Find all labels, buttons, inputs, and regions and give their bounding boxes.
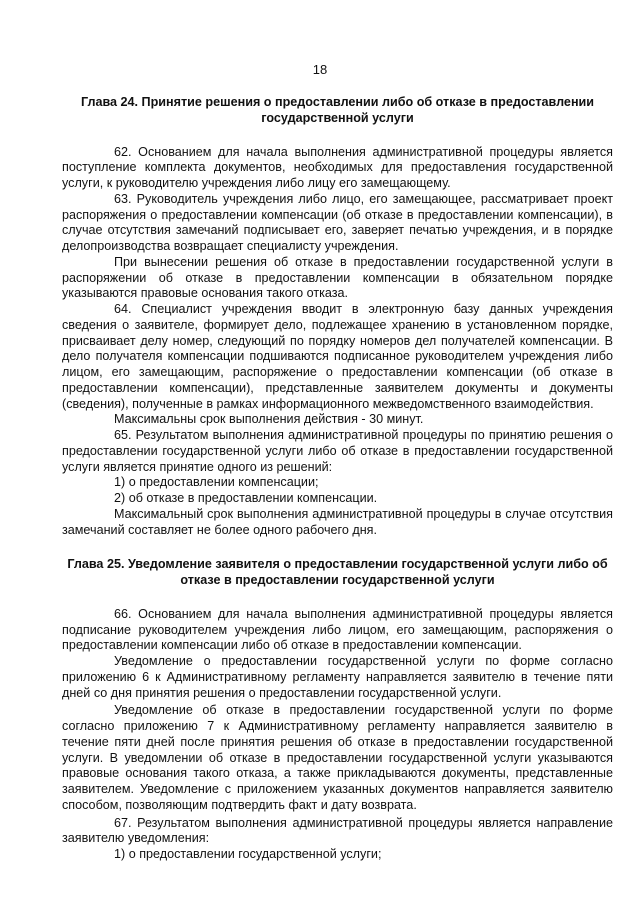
paragraph-64: 64. Специалист учреждения вводит в электронную базу данных учреждения сведения о заявителе, формирует дело, подлежащее хранению в установленном порядке, присваивает делу номер, следующий по порядку номеров дел получателей компенсации. В дело получателя компенсации подшиваются подписанное руководителем учреждения либо лицом, его замещающим, распоряжение о предоставлении компенсации (об отказе в предоставлении компенсации), представленные заявителем документы и документы (сведения), полученные в рамках информационного межведомственного взаимодействия. bbox=[62, 302, 613, 411]
paragraph-65: 65. Результатом выполнения административной процедуры по принятию решения о предоставлении государственной услуги либо об отказе в предоставлении государственной услуги является принятие одного из решений: bbox=[62, 428, 613, 474]
document-body bbox=[62, 0, 613, 863]
paragraph-notice-grant: Уведомление о предоставлении государственной услуги по форме согласно приложению 6 к Административному регламенту направляется заявителю в течение пяти дней со дня принятия решения о предоставлении государственной услуги. bbox=[62, 654, 613, 700]
paragraph-63: 63. Руководитель учреждения либо лицо, его замещающее, рассматривает проект распоряжения о предоставлении компенсации (об отказе в предоставлении компенсации), в случае отсутствия замечаний подписывает его, заверяет печатью учреждения, и в порядке делопроизводства возвращает специалисту учреждения. bbox=[62, 191, 613, 254]
list-item-refuse: 2) об отказе в предоставлении компенсации. bbox=[114, 491, 378, 506]
paragraph-67: 67. Результатом выполнения административной процедуры является направление заявителю уведомления: bbox=[62, 815, 613, 846]
list-item-notice-grant: 1) о предоставлении государственной услуги; bbox=[114, 847, 382, 862]
paragraph-62: 62. Основанием для начала выполнения административной процедуры является поступление комплекта документов, необходимых для предоставления государственной услуги, к руководителю учреждения либо лицу его замещающему. bbox=[62, 144, 613, 191]
page-number: 18 bbox=[312, 62, 328, 77]
chapter-24-title: Глава 24. Принятие решения о предоставлении либо об отказе в предоставлении государственной услуги bbox=[80, 95, 595, 125]
chapter-25-title: Глава 25. Уведомление заявителя о предоставлении государственной услуги либо об отказе в предоставлении государственной услуги bbox=[67, 557, 608, 588]
paragraph-notice-refuse: Уведомление об отказе в предоставлении государственной услуги по форме согласно приложению 7 к Административному регламенту направляется заявителю в течение пяти дней после принятия решения об отказе в предоставлении государственной услуги. В уведомлении об отказе в предоставлении государственной услуги указываются правовые основания такого отказа, а также прикладываются документы, представленные заявителем. Уведомление с приложением указанных документов направляется заявителю способом, позволяющим подтвердить факт и дату возврата. bbox=[62, 703, 613, 812]
paragraph-66: 66. Основанием для начала выполнения административной процедуры является подписание руководителем учреждения либо лицом, его замещающим, распоряжения о предоставлении компенсации либо об отказе в предоставлении компенсации. bbox=[62, 606, 613, 653]
paragraph-max-time-day: Максимальный срок выполнения административной процедуры в случае отсутствия замечаний составляет не более одного рабочего дня. bbox=[62, 506, 613, 537]
paragraph-max-time-30: Максимальны срок выполнения действия - 30 минут. bbox=[114, 412, 424, 427]
paragraph-refusal-grounds: При вынесении решения об отказе в предоставлении государственной услуги в распоряжении об отказе в предоставлении компенсации в обязательном порядке указываются правовые основания такого отказа. bbox=[62, 254, 613, 301]
list-item-grant: 1) о предоставлении компенсации; bbox=[114, 475, 319, 490]
